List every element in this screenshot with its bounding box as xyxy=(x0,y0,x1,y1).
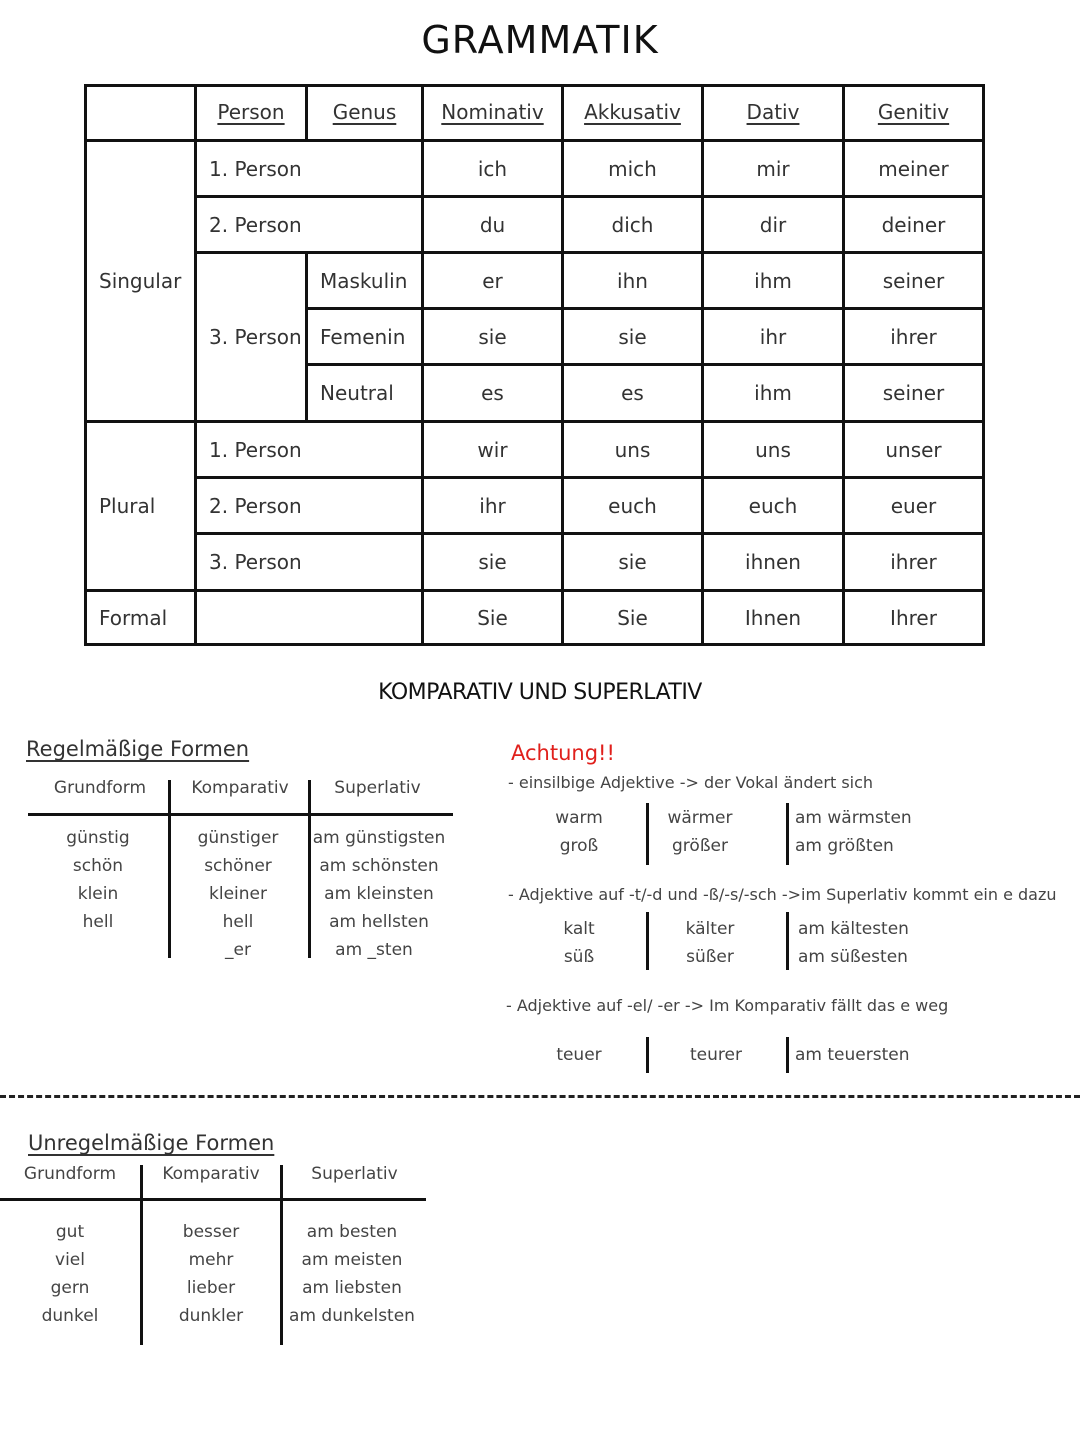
rule2-r1-c1: süßer xyxy=(686,947,734,967)
person-2-singular: 2. Person xyxy=(209,212,302,237)
cell-r6-gen: euer xyxy=(890,493,937,518)
regular-r0-c2: am günstigsten xyxy=(312,828,446,848)
genus-neutral: Neutral xyxy=(320,381,394,405)
cell-r6-akk: euch xyxy=(608,493,657,518)
group-singular: Singular xyxy=(99,269,182,293)
regular-r0-c1: günstiger xyxy=(197,828,279,848)
irregular-r2-c0: gern xyxy=(50,1278,90,1298)
group-formal: Formal xyxy=(99,605,168,630)
regular-r1-c0: schön xyxy=(72,856,124,876)
regular-r3-c1: hell xyxy=(222,912,254,932)
irregular-r3-c2: am dunkelsten xyxy=(289,1306,415,1326)
rule1-vline-2 xyxy=(786,803,789,865)
irregular-r3-c1: dunkler xyxy=(178,1306,244,1326)
cell-r0-nom: ich xyxy=(477,156,508,181)
pronoun-table xyxy=(84,84,985,646)
regular-r4-c2: am _sten xyxy=(335,940,413,960)
cell-r8-akk: Sie xyxy=(617,605,648,630)
cell-r7-gen: ihrer xyxy=(890,550,937,574)
cell-r4-gen: seiner xyxy=(882,381,945,405)
irregular-r0-c0: gut xyxy=(55,1222,85,1242)
irregular-heading: Unregelmäßige Formen xyxy=(28,1131,275,1155)
person-1-plural: 1. Person xyxy=(209,437,302,462)
irregular-r2-c1: lieber xyxy=(186,1278,236,1298)
irregular-r0-c1: besser xyxy=(182,1222,240,1242)
cell-r1-nom: du xyxy=(479,212,506,237)
regular-col-superlativ: Superlativ xyxy=(334,778,421,798)
irregular-r1-c0: viel xyxy=(55,1250,85,1270)
regular-r2-c0: klein xyxy=(77,884,119,904)
regular-heading: Regelmäßige Formen xyxy=(26,737,250,761)
attention-rule-2: - Adjektive auf -t/-d und -ß/-s/-sch ->im Superlativ kommt ein e dazu xyxy=(508,885,1057,904)
cell-r2-gen: seiner xyxy=(882,268,945,293)
regular-r0-c0: günstig xyxy=(66,828,130,848)
rule3-r0-c1: teurer xyxy=(690,1045,742,1065)
cell-r5-dat: uns xyxy=(755,437,791,462)
rule2-r1-c0: süß xyxy=(563,947,595,967)
cell-r3-gen: ihrer xyxy=(890,324,937,349)
rule2-vline-2 xyxy=(786,912,789,970)
cell-r5-akk: uns xyxy=(614,437,651,462)
cell-r6-dat: euch xyxy=(748,493,798,518)
group-plural: Plural xyxy=(99,494,156,518)
rule2-r0-c2: am kältesten xyxy=(798,919,909,939)
cell-r1-akk: dich xyxy=(611,212,654,237)
rule2-r1-c2: am süßesten xyxy=(798,947,908,967)
cell-r1-dat: dir xyxy=(759,212,787,237)
regular-r1-c2: am schönsten xyxy=(319,856,439,876)
person-2-plural: 2. Person xyxy=(209,493,302,518)
cell-r2-nom: er xyxy=(482,268,503,293)
regular-r4-c1: _er xyxy=(225,940,251,960)
irregular-r3-c0: dunkel xyxy=(41,1306,99,1326)
komparativ-title: KOMPARATIV UND SUPERLATIV xyxy=(378,680,702,705)
attention-rule-3: - Adjektive auf -el/ -er -> Im Komparativ fällt das e weg xyxy=(506,996,949,1015)
header-nominativ: Nominativ xyxy=(441,100,544,124)
cell-r2-dat: ihm xyxy=(754,268,792,293)
irregular-r1-c2: am meisten xyxy=(301,1250,403,1270)
header-person: Person xyxy=(217,100,285,124)
rule1-r1-c2: am größten xyxy=(795,836,894,856)
cell-r7-akk: sie xyxy=(618,550,647,574)
rule3-r0-c0: teuer xyxy=(556,1045,602,1065)
cell-r5-gen: unser xyxy=(885,437,942,462)
dashed-divider xyxy=(0,1095,1080,1098)
rule3-vline-1 xyxy=(646,1037,649,1073)
regular-col-komparativ: Komparativ xyxy=(191,778,289,798)
cell-r4-akk: es xyxy=(621,381,644,405)
rule2-r0-c0: kalt xyxy=(563,919,595,939)
cell-r0-akk: mich xyxy=(608,156,657,181)
genus-maskulin: Maskulin xyxy=(320,268,408,293)
cell-r2-akk: ihn xyxy=(617,268,648,293)
irregular-r2-c2: am liebsten xyxy=(302,1278,402,1298)
cell-r7-nom: sie xyxy=(478,550,507,574)
person-3-plural: 3. Person xyxy=(209,550,302,574)
cell-r8-nom: Sie xyxy=(477,605,508,630)
rule1-r0-c2: am wärmsten xyxy=(795,808,912,828)
cell-r8-gen: Ihrer xyxy=(890,605,937,630)
cell-r6-nom: ihr xyxy=(479,493,506,518)
cell-r4-dat: ihm xyxy=(754,381,792,405)
regular-r3-c0: hell xyxy=(82,912,114,932)
rule1-vline-1 xyxy=(646,803,649,865)
person-1-singular: 1. Person xyxy=(209,156,302,181)
irregular-col-komparativ: Komparativ xyxy=(162,1164,260,1184)
irregular-r1-c1: mehr xyxy=(188,1250,234,1270)
rule2-r0-c1: kälter xyxy=(685,919,735,939)
rule1-r0-c1: wärmer xyxy=(667,808,733,828)
regular-r2-c1: kleiner xyxy=(209,884,267,904)
genus-femenin: Femenin xyxy=(320,324,406,349)
rule1-r1-c0: groß xyxy=(559,836,599,856)
cell-r0-gen: meiner xyxy=(878,156,949,181)
irregular-hline xyxy=(0,1198,426,1201)
cell-r0-dat: mir xyxy=(756,156,790,181)
header-genus: Genus xyxy=(332,100,397,124)
person-3-singular: 3. Person xyxy=(209,325,302,349)
rule2-vline-1 xyxy=(646,912,649,970)
rule3-r0-c2: am teuersten xyxy=(795,1045,910,1065)
attention-rule-1: - einsilbige Adjektive -> der Vokal ändert sich xyxy=(508,773,874,792)
regular-col-grundform: Grundform xyxy=(53,778,147,798)
cell-r5-nom: wir xyxy=(477,437,508,462)
irregular-col-grundform: Grundform xyxy=(23,1164,117,1184)
cell-r3-akk: sie xyxy=(618,324,647,349)
rule1-r0-c0: warm xyxy=(555,808,603,828)
header-genitiv: Genitiv xyxy=(877,100,950,124)
irregular-col-superlativ: Superlativ xyxy=(311,1164,398,1184)
cell-r4-nom: es xyxy=(481,381,504,405)
attention-heading: Achtung!! xyxy=(511,741,615,765)
cell-r3-dat: ihr xyxy=(759,324,787,349)
rule3-vline-2 xyxy=(786,1037,789,1073)
header-dativ: Dativ xyxy=(746,100,800,124)
page-title: GRAMMATIK xyxy=(421,18,659,62)
cell-r1-gen: deiner xyxy=(881,212,946,237)
cell-r8-dat: Ihnen xyxy=(744,605,802,630)
header-akkusativ: Akkusativ xyxy=(584,100,681,124)
cell-r7-dat: ihnen xyxy=(745,550,801,574)
irregular-r0-c2: am besten xyxy=(306,1222,398,1242)
regular-r3-c2: am hellsten xyxy=(329,912,429,932)
cell-r3-nom: sie xyxy=(478,324,507,349)
regular-r1-c1: schöner xyxy=(204,856,272,876)
regular-hline xyxy=(28,813,453,816)
regular-r2-c2: am kleinsten xyxy=(324,884,434,904)
rule1-r1-c1: größer xyxy=(672,836,728,856)
